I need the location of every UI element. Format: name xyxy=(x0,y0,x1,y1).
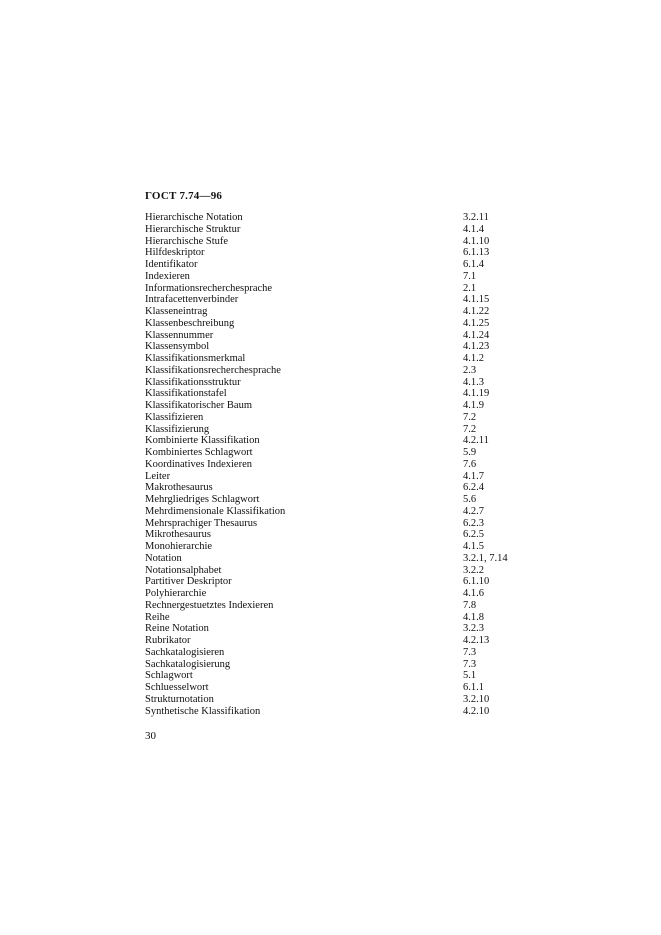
index-reference: 4.1.6 xyxy=(463,588,484,599)
index-reference: 3.2.2 xyxy=(463,564,484,576)
index-entry xyxy=(145,494,545,506)
index-reference: 7.3 xyxy=(463,646,477,658)
index-term: Monohierarchie xyxy=(145,541,213,552)
index-reference: 4.1.25 xyxy=(463,317,490,329)
index-entry xyxy=(145,330,545,342)
index-entry xyxy=(145,518,545,530)
index-reference: 4.1.9 xyxy=(463,400,484,411)
index-reference: 7.8 xyxy=(463,599,477,611)
index-term: Rubrikator xyxy=(145,635,191,646)
index-reference: 7.2 xyxy=(463,411,477,423)
index-entry xyxy=(145,212,545,224)
index-entry xyxy=(145,271,545,283)
index-reference: 2.1 xyxy=(463,282,477,294)
index-entry xyxy=(145,565,545,577)
index-reference: 7.2 xyxy=(463,423,477,435)
index-term: Klassifikationsstruktur xyxy=(145,376,241,388)
index-reference: 4.2.13 xyxy=(463,635,490,646)
index-term: Intrafacettenverbinder xyxy=(145,294,239,306)
index-term: Indexieren xyxy=(145,270,190,282)
index-term: Klassifikatorischer Baum xyxy=(145,400,253,411)
index-reference: 4.2.11 xyxy=(463,435,489,447)
index-entry xyxy=(145,588,545,600)
index-reference: 3.2.10 xyxy=(463,693,490,705)
index-entry xyxy=(145,482,545,494)
index-entry xyxy=(145,600,545,612)
index-entry xyxy=(145,435,545,447)
index-reference: 4.1.4 xyxy=(463,223,484,235)
index-entry xyxy=(145,236,545,248)
index-entry xyxy=(145,259,545,271)
index-entry xyxy=(145,247,545,259)
index-entry xyxy=(145,529,545,541)
index-reference: 4.1.19 xyxy=(463,388,490,400)
index-term: Synthetische Klassifikation xyxy=(145,705,261,717)
index-entry xyxy=(145,400,545,412)
index-term: Hierarchische Struktur xyxy=(145,223,241,235)
index-term: Makrothesaurus xyxy=(145,482,213,494)
index-term: Hilfdeskriptor xyxy=(145,247,205,259)
index-entry xyxy=(145,612,545,624)
index-term: Notation xyxy=(145,552,182,564)
index-term: Partitiver Deskriptor xyxy=(145,576,232,588)
index-term: Klassensymbol xyxy=(145,341,210,353)
index-reference: 6.2.5 xyxy=(463,529,484,541)
index-reference: 4.2.7 xyxy=(463,505,484,517)
index-reference: 6.1.13 xyxy=(463,247,490,259)
index-reference: 7.1 xyxy=(463,270,477,282)
index-reference: 5.1 xyxy=(463,670,477,682)
index-term: Mikrothesaurus xyxy=(145,529,211,541)
index-term: Sachkatalogisieren xyxy=(145,646,225,658)
index-reference: 4.1.22 xyxy=(463,306,490,317)
index-entry xyxy=(145,553,545,565)
index-term: Klassifikationstafel xyxy=(145,388,227,400)
term-index-list xyxy=(145,212,545,717)
index-entry xyxy=(145,424,545,436)
index-entry xyxy=(145,576,545,588)
index-reference: 5.9 xyxy=(463,447,477,458)
index-entry xyxy=(145,623,545,635)
index-entry xyxy=(145,506,545,518)
index-term: Klassifikationsrecherchesprache xyxy=(145,364,281,376)
index-term: Reihe xyxy=(145,611,170,623)
index-entry xyxy=(145,447,545,459)
index-entry xyxy=(145,541,545,553)
index-entry xyxy=(145,471,545,483)
index-term: Identifikator xyxy=(145,259,198,270)
page-number: 30 xyxy=(145,730,156,742)
index-reference: 4.1.3 xyxy=(463,376,484,388)
index-entry xyxy=(145,306,545,318)
index-entry xyxy=(145,353,545,365)
index-reference: 5.6 xyxy=(463,494,477,505)
index-term: Reine Notation xyxy=(145,623,209,635)
index-reference: 3.2.3 xyxy=(463,623,484,635)
index-term: Leiter xyxy=(145,470,171,482)
index-term: Kombiniertes Schlagwort xyxy=(145,447,253,458)
index-entry xyxy=(145,659,545,671)
index-term: Klassifizierung xyxy=(145,423,210,435)
index-entry xyxy=(145,224,545,236)
index-reference: 4.1.23 xyxy=(463,341,490,353)
index-term: Hierarchische Notation xyxy=(145,212,243,223)
index-reference: 4.1.8 xyxy=(463,611,484,623)
index-entry xyxy=(145,341,545,353)
document-header: ГОСТ 7.74—96 xyxy=(145,190,223,202)
index-reference: 6.1.10 xyxy=(463,576,490,588)
index-reference: 4.1.2 xyxy=(463,353,484,364)
index-term: Sachkatalogisierung xyxy=(145,658,231,670)
index-reference: 4.1.7 xyxy=(463,470,484,482)
index-reference: 4.1.10 xyxy=(463,235,490,247)
index-entry xyxy=(145,682,545,694)
index-term: Mehrdimensionale Klassifikation xyxy=(145,505,286,517)
index-term: Klassifikationsmerkmal xyxy=(145,353,246,364)
index-reference: 6.2.3 xyxy=(463,517,484,529)
index-term: Schlagwort xyxy=(145,670,193,682)
index-term: Kombinierte Klassifikation xyxy=(145,435,260,447)
index-entry xyxy=(145,459,545,471)
index-reference: 7.6 xyxy=(463,458,477,470)
index-term: Klassennummer xyxy=(145,329,214,341)
index-reference: 6.1.4 xyxy=(463,259,484,270)
index-entry xyxy=(145,635,545,647)
index-reference: 4.1.24 xyxy=(463,329,490,341)
index-term: Klassenbeschreibung xyxy=(145,317,235,329)
index-term: Rechnergestuetztes Indexieren xyxy=(145,599,274,611)
index-reference: 6.2.4 xyxy=(463,482,484,494)
index-reference: 4.1.15 xyxy=(463,294,490,306)
index-entry xyxy=(145,694,545,706)
index-term: Klasseneintrag xyxy=(145,306,208,317)
index-entry xyxy=(145,294,545,306)
index-term: Informationsrecherchesprache xyxy=(145,282,273,294)
index-reference: 3.2.1, 7.14 xyxy=(463,552,508,564)
index-reference: 6.1.1 xyxy=(463,682,484,693)
index-term: Mehrgliedriges Schlagwort xyxy=(145,494,260,505)
index-term: Polyhierarchie xyxy=(145,588,207,599)
index-entry xyxy=(145,283,545,295)
index-term: Hierarchische Stufe xyxy=(145,235,229,247)
index-reference: 4.1.5 xyxy=(463,541,484,552)
index-term: Notationsalphabet xyxy=(145,564,222,576)
index-term: Strukturnotation xyxy=(145,693,214,705)
index-term: Koordinatives Indexieren xyxy=(145,458,253,470)
index-entry xyxy=(145,318,545,330)
index-entry xyxy=(145,647,545,659)
index-term: Klassifizieren xyxy=(145,411,204,423)
index-entry xyxy=(145,706,545,718)
index-entry xyxy=(145,365,545,377)
index-reference: 2.3 xyxy=(463,364,477,376)
index-entry xyxy=(145,388,545,400)
index-reference: 7.3 xyxy=(463,658,477,670)
index-entry xyxy=(145,412,545,424)
index-term: Schluesselwort xyxy=(145,682,209,693)
index-reference: 3.2.11 xyxy=(463,212,489,223)
index-entry xyxy=(145,670,545,682)
index-entry xyxy=(145,377,545,389)
index-reference: 4.2.10 xyxy=(463,705,490,717)
index-term: Mehrsprachiger Thesaurus xyxy=(145,517,258,529)
